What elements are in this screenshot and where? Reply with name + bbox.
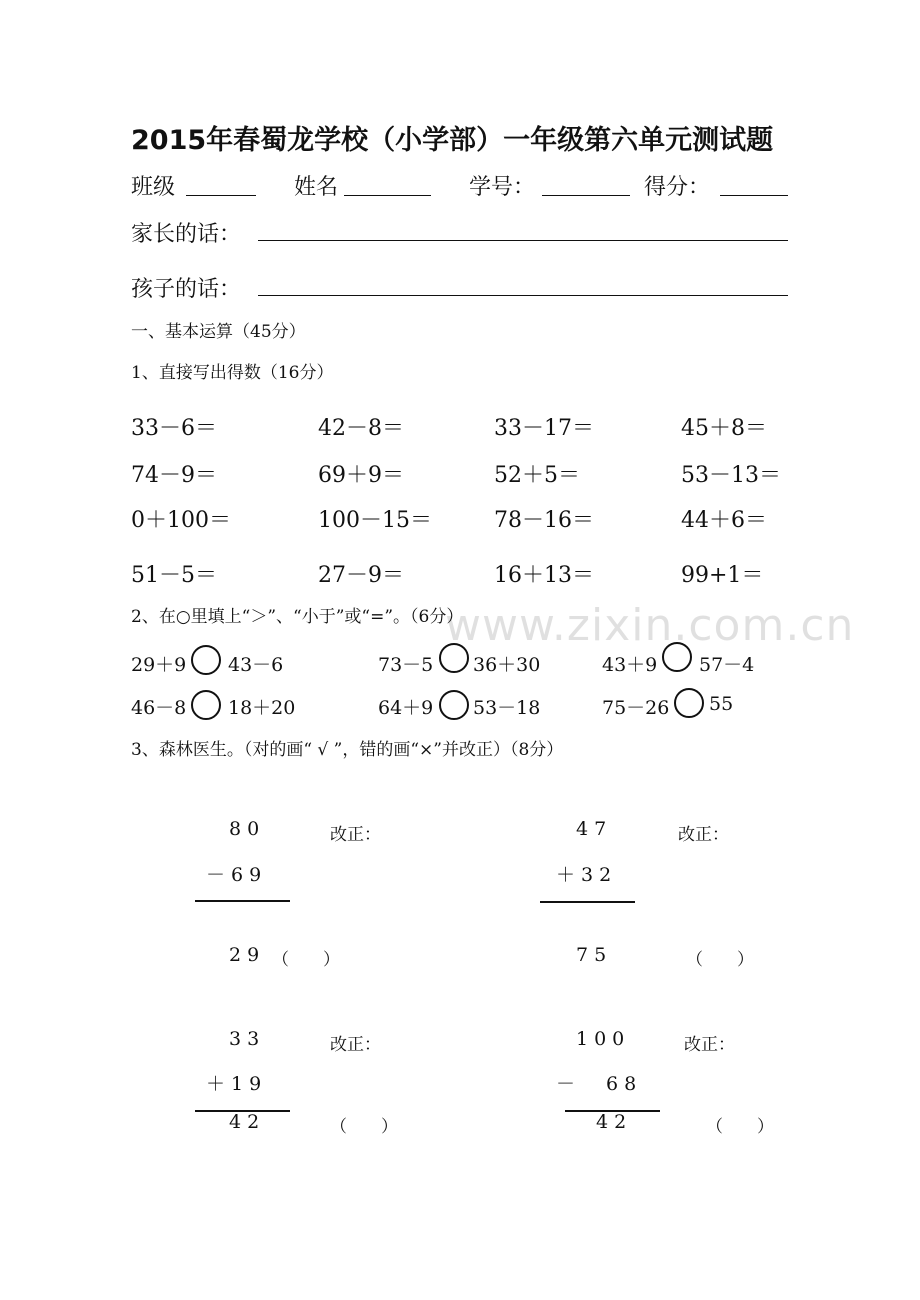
compare-right: 43－6 <box>228 654 284 676</box>
class-label: 班级 <box>131 175 176 200</box>
problem-4-2: 27－9＝ <box>318 563 404 588</box>
problem-4-1: 51－5＝ <box>131 563 217 588</box>
name-label: 姓名 <box>294 175 339 200</box>
problem-2-1: 74－9＝ <box>131 463 217 488</box>
section-heading: 一、基本运算（45分） <box>131 322 306 342</box>
child-label: 孩子的话： <box>131 277 242 302</box>
correct-label: 改正： <box>684 1035 735 1055</box>
problem-4-4: 99+1＝ <box>681 563 764 588</box>
compare-left: 75－26 <box>602 697 670 719</box>
check-parens[interactable]: （ ） <box>330 1117 398 1137</box>
vertical-top: 100 <box>576 1028 631 1050</box>
sum-line <box>540 901 635 903</box>
score-label: 得分： <box>644 175 711 200</box>
check-parens[interactable]: （ ） <box>272 950 340 970</box>
parent-label: 家长的话： <box>131 222 242 247</box>
child-blank <box>258 295 788 296</box>
vertical-result: 42 <box>229 1111 266 1133</box>
problem-1-3: 33－17＝ <box>494 416 594 441</box>
page-title: 2015年春蜀龙学校（小学部）一年级第六单元测试题 <box>131 125 774 156</box>
problem-3-3: 78－16＝ <box>494 508 594 533</box>
compare-circle[interactable] <box>191 690 221 720</box>
part1-heading: 1、直接写出得数（16分） <box>131 363 334 383</box>
compare-left: 43＋9 <box>602 654 658 676</box>
check-parens[interactable]: （ ） <box>686 950 754 970</box>
vertical-top: 80 <box>229 818 266 840</box>
vertical-top: 47 <box>576 818 613 840</box>
score-blank <box>720 195 788 196</box>
compare-circle[interactable] <box>674 688 704 718</box>
problem-3-1: 0＋100＝ <box>131 508 231 533</box>
vertical-bottom: ＋19 <box>206 1073 268 1095</box>
vertical-result: 42 <box>596 1111 633 1133</box>
compare-right: 36＋30 <box>473 654 541 676</box>
problem-2-4: 53－13＝ <box>681 463 781 488</box>
compare-left: 29＋9 <box>131 654 187 676</box>
name-blank <box>344 195 431 196</box>
check-parens[interactable]: （ ） <box>706 1117 774 1137</box>
problem-2-2: 69＋9＝ <box>318 463 404 488</box>
problem-1-1: 33－6＝ <box>131 416 217 441</box>
correct-label: 改正： <box>330 825 381 845</box>
compare-left: 64＋9 <box>378 697 434 719</box>
part3-heading: 3、森林医生。（对的画“ √ ”，错的画“×”并改正）（8分） <box>131 740 564 760</box>
compare-right: 55 <box>709 693 734 715</box>
compare-right: 18＋20 <box>228 697 296 719</box>
problem-2-3: 52＋5＝ <box>494 463 580 488</box>
sum-line <box>195 900 290 902</box>
correct-label: 改正： <box>330 1035 381 1055</box>
correct-label: 改正： <box>678 825 729 845</box>
compare-left: 46－8 <box>131 697 187 719</box>
parent-blank <box>258 240 788 241</box>
vertical-bottom: ＋32 <box>556 864 618 886</box>
compare-right: 53－18 <box>473 697 541 719</box>
vertical-top: 33 <box>229 1028 266 1050</box>
vertical-bottom: －69 <box>206 864 268 886</box>
compare-left: 73－5 <box>378 654 434 676</box>
number-label: 学号： <box>469 175 536 200</box>
problem-3-2: 100－15＝ <box>318 508 432 533</box>
part2-heading: 2、在○里填上“＞”、“小于”或“=”。（6分） <box>131 607 464 627</box>
class-blank <box>186 195 256 196</box>
compare-right: 57－4 <box>699 654 755 676</box>
vertical-result: 29 <box>229 944 266 966</box>
compare-circle[interactable] <box>439 690 469 720</box>
number-blank <box>542 195 630 196</box>
problem-4-3: 16＋13＝ <box>494 563 594 588</box>
watermark: www.zixin.com.cn <box>445 600 855 651</box>
compare-circle[interactable] <box>191 645 221 675</box>
problem-1-4: 45＋8＝ <box>681 416 767 441</box>
vertical-bottom: － 68 <box>556 1073 643 1095</box>
vertical-result: 75 <box>576 944 613 966</box>
problem-3-4: 44＋6＝ <box>681 508 767 533</box>
problem-1-2: 42－8＝ <box>318 416 404 441</box>
